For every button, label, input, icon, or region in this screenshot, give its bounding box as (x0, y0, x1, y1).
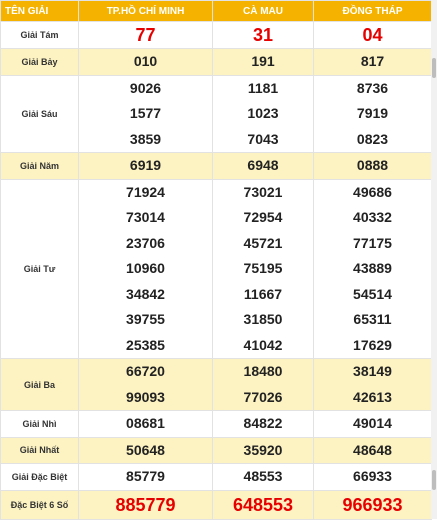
result-cell-ca-mau (213, 490, 314, 519)
result-number: 66933 (353, 468, 392, 484)
result-number: 41042 (243, 336, 283, 353)
result-number: 49014 (353, 415, 392, 431)
scrollbar-track[interactable] (431, 0, 437, 519)
result-number: 49686 (353, 183, 392, 200)
result-number: 6919 (129, 157, 162, 173)
prize-label: Giải Ba (1, 359, 79, 411)
result-number: 50648 (126, 441, 165, 458)
prize-row (1, 153, 432, 180)
result-cell-dong-thap (314, 437, 432, 464)
result-number: 04 (362, 25, 383, 45)
result-number: 23706 (126, 234, 165, 251)
result-number: 77175 (353, 234, 392, 251)
result-number: 77 (135, 25, 156, 45)
prize-row (1, 490, 432, 519)
scrollbar-thumb-lower[interactable] (432, 470, 436, 490)
result-number: 39755 (126, 311, 165, 327)
prize-label: Giải Năm (1, 153, 79, 180)
result-cell-ca-mau (213, 75, 314, 153)
result-cell-dong-thap (314, 22, 432, 49)
prize-label: Giải Nhất (1, 437, 79, 464)
result-cell-dong-thap (314, 179, 432, 359)
prize-label: Giải Đặc Biệt (1, 464, 79, 491)
result-cell-ca-mau (213, 179, 314, 359)
prize-label: Giải Tư (1, 179, 79, 359)
prize-row (1, 411, 432, 438)
prize-row (1, 49, 432, 76)
result-number: 7043 (247, 130, 279, 147)
result-number: 7919 (356, 105, 389, 121)
result-cell-ca-mau (213, 49, 314, 76)
result-number: 84822 (243, 415, 283, 431)
result-cell-dong-thap (314, 49, 432, 76)
scrollbar-thumb[interactable] (432, 58, 436, 78)
result-cell-dong-thap (314, 359, 432, 411)
result-number: 75195 (243, 260, 283, 276)
result-number: 42613 (353, 388, 392, 405)
prize-label: Đặc Biệt 6 Số (1, 490, 79, 519)
result-number: 31 (252, 25, 274, 45)
result-number: 0823 (356, 130, 389, 147)
prize-row (1, 359, 432, 411)
result-number: 65311 (353, 311, 392, 327)
result-number: 72954 (243, 209, 283, 225)
result-cell-hcm (79, 464, 213, 491)
result-cell-dong-thap (314, 75, 432, 153)
result-number: 18480 (243, 363, 283, 379)
prize-label: Giải Nhì (1, 411, 79, 438)
result-cell-ca-mau (213, 153, 314, 180)
result-number: 77026 (243, 388, 283, 405)
result-number: 25385 (126, 336, 165, 353)
result-number: 66720 (126, 363, 165, 379)
result-number: 648553 (232, 494, 294, 515)
result-cell-hcm (79, 179, 213, 359)
prize-row (1, 437, 432, 464)
result-cell-hcm (79, 153, 213, 180)
prize-label: Giải Bảy (1, 49, 79, 76)
prize-label: Giải Tám (1, 22, 79, 49)
province-header-ca-mau: CÀ MAU (213, 1, 314, 22)
result-number: 11667 (243, 285, 283, 302)
result-cell-hcm (79, 75, 213, 153)
result-number: 45721 (243, 234, 283, 251)
result-number: 38149 (353, 363, 392, 379)
result-number: 99093 (126, 388, 165, 405)
prize-row (1, 75, 432, 153)
result-number: 48648 (353, 441, 392, 458)
prize-row (1, 22, 432, 49)
prize-row (1, 179, 432, 359)
result-cell-hcm (79, 49, 213, 76)
result-cell-hcm (79, 437, 213, 464)
result-number: 40332 (353, 209, 392, 225)
result-cell-hcm (79, 22, 213, 49)
prize-column-header: TÊN GIẢI (1, 1, 79, 22)
result-number: 3859 (129, 130, 162, 147)
result-number: 0888 (356, 157, 389, 173)
result-number: 08681 (126, 415, 165, 431)
result-number: 43889 (353, 260, 392, 276)
province-header-hcm: TP.HỒ CHÍ MINH (79, 1, 213, 22)
result-cell-dong-thap (314, 490, 432, 519)
result-number: 73021 (243, 183, 283, 200)
result-number: 010 (133, 53, 158, 69)
result-cell-ca-mau (213, 411, 314, 438)
result-number: 8736 (356, 79, 389, 96)
result-cell-hcm (79, 411, 213, 438)
result-number: 35920 (243, 441, 283, 458)
result-number: 85779 (126, 468, 165, 484)
result-number: 54514 (353, 285, 392, 302)
result-number: 817 (360, 53, 385, 69)
result-number: 34842 (126, 285, 165, 302)
province-header-dong-thap: ĐỒNG THÁP (314, 1, 432, 22)
result-cell-ca-mau (213, 464, 314, 491)
result-number: 48553 (243, 468, 283, 484)
result-number: 885779 (115, 494, 176, 515)
result-number: 10960 (126, 260, 165, 276)
table-header-row (1, 1, 432, 22)
result-cell-ca-mau (213, 22, 314, 49)
result-cell-ca-mau (213, 437, 314, 464)
result-cell-hcm (79, 359, 213, 411)
result-number: 966933 (342, 494, 403, 515)
result-number: 31850 (243, 311, 283, 327)
result-number: 1181 (247, 79, 279, 96)
result-cell-ca-mau (213, 359, 314, 411)
result-cell-dong-thap (314, 411, 432, 438)
result-number: 71924 (126, 183, 165, 200)
result-cell-dong-thap (314, 464, 432, 491)
result-cell-hcm (79, 490, 213, 519)
result-number: 1577 (129, 105, 162, 121)
result-number: 17629 (353, 336, 392, 353)
result-number: 6948 (247, 157, 279, 173)
result-cell-dong-thap (314, 153, 432, 180)
result-number: 73014 (126, 209, 165, 225)
result-number: 1023 (247, 105, 279, 121)
prize-row (1, 464, 432, 491)
result-number: 9026 (129, 79, 162, 96)
result-number: 191 (251, 53, 275, 69)
prize-label: Giải Sáu (1, 75, 79, 153)
